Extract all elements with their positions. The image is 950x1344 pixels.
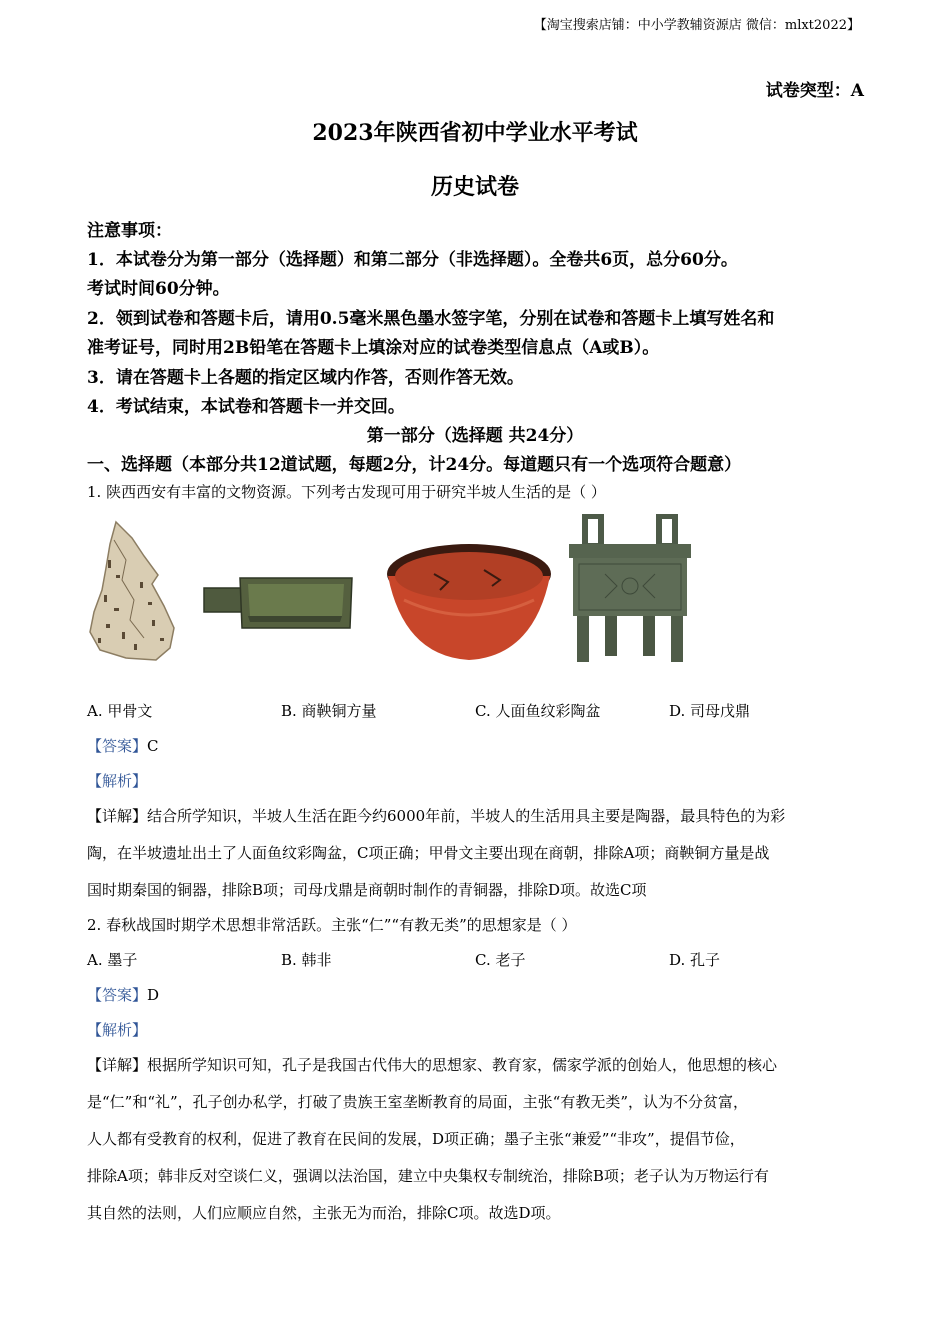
q2-option-d: D. 孔子 [669,951,721,969]
q2-option-c: C. 老子 [475,951,526,969]
question-2-stem: 2. 春秋战国时期学术思想非常活跃。主张“仁”“有教无类”的思想家是（ ） [87,916,577,934]
q1-analysis-tag: 【解析】 [87,772,148,790]
answer-tag: 【答案】 [87,986,148,1004]
detail-text: 根据所学知识可知，孔子是我国古代伟大的思想家、教育家，儒家学派的创始人，他思想的核心 [147,1056,778,1074]
notice-line: 4．考试结束，本试卷和答题卡一并交回。 [87,397,405,417]
oracle-bone-image [86,520,178,662]
bronze-measure-image [202,570,354,634]
q1-detail-line [87,805,785,826]
answer-tag: 【答案】 [87,737,148,755]
q2-detail-line: 人人都有受教育的权利，促进了教育在民间的发展，D项正确；墨子主张“兼爱”“非攻”，提倡节俭， [87,1130,745,1148]
notice-line: 3．请在答题卡上各题的指定区域内作答，否则作答无效。 [87,368,524,388]
q2-option-b: B. 韩非 [281,951,332,969]
q1-detail-line: 陶，在半坡遗址出土了人面鱼纹彩陶盆，C项正确；甲骨文主要出现在商朝，排除A项；商鞅铜方量是战 [87,844,770,862]
detail-text: 结合所学知识，半坡人生活在距今约6000年前，半坡人的生活用具主要是陶器，最具特色的为彩 [147,807,786,825]
q1-detail-line: 国时期秦国的铜器，排除B项；司母戊鼎是商朝时制作的青铜器，排除D项。故选C项 [87,881,647,899]
q1-option-d: D. 司母戊鼎 [669,702,751,720]
part1-heading: 第一部分（选择题 共24分） [366,426,584,446]
answer-value: C [147,737,159,755]
q2-analysis-tag: 【解析】 [87,1021,148,1039]
q2-detail-line: 是“仁”和“礼”，孔子创办私学，打破了贵族王室垄断教育的局面，主张“有教无类”，认为不分贫富， [87,1093,749,1111]
q1-option-a: A. 甲骨文 [87,702,153,720]
q1-option-c: C. 人面鱼纹彩陶盆 [475,702,601,720]
notice-line: 1．本试卷分为第一部分（选择题）和第二部分（非选择题）。全卷共6页，总分60分。 [87,250,738,270]
paper-type-label: 试卷突型：A [765,81,864,101]
q1-answer [87,735,159,756]
detail-tag: 【详解】 [87,1056,148,1074]
header-note: 【淘宝搜索店铺：中小学教辅资源店 微信：mlxt2022】 [533,18,860,33]
q2-detail-line: 其自然的法则，人们应顺应自然，主张无为而治，排除C项。故选D项。 [87,1204,561,1222]
detail-tag: 【详解】 [87,807,148,825]
exam-title: 2023年陕西省初中学业水平考试 [312,120,638,146]
notice-line: 考试时间60分钟。 [87,279,230,299]
answer-value: D [147,986,160,1004]
q2-answer [87,984,159,1005]
notice-heading: 注意事项： [87,221,172,241]
section-heading: 一、选择题（本部分共12道试题，每题2分，计24分。每道题只有一个选项符合题意） [87,455,742,475]
painted-pottery-basin-image [384,540,554,664]
q2-detail-line: 排除A项；韩非反对空谈仁义，强调以法治国，建立中央集权专制统治，排除B项；老子认为万物运行有 [87,1167,769,1185]
exam-subtitle: 历史试卷 [430,174,519,200]
q2-option-a: A. 墨子 [87,951,138,969]
notice-line: 2．领到试卷和答题卡后，请用0.5毫米黑色墨水签字笔，分别在试卷和答题卡上填写姓名和 [87,309,775,329]
bronze-ding-image [565,514,695,664]
question-1-stem: 1. 陕西西安有丰富的文物资源。下列考古发现可用于研究半坡人生活的是（ ） [87,483,606,501]
q1-option-b: B. 商鞅铜方量 [281,702,377,720]
q2-detail-line [87,1054,777,1075]
notice-line: 准考证号，同时用2B铅笔在答题卡上填涂对应的试卷类型信息点（A或B）。 [87,338,660,358]
